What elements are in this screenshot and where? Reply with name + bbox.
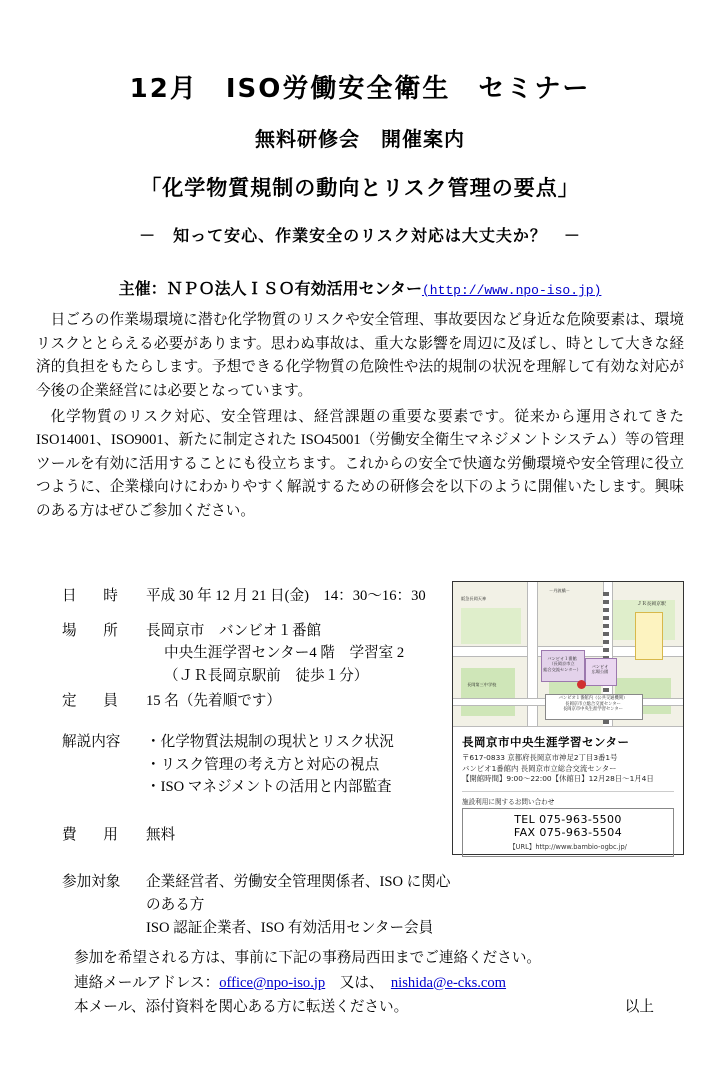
map-info [453, 727, 683, 857]
detail-row-contents [62, 731, 452, 799]
map-block-sw [461, 668, 515, 716]
value-contents [146, 731, 452, 799]
address-line-3: 【開館時間】9:00～22:00【休館日】12月28日～1月4日 [462, 774, 654, 784]
map-label-bambio1: バンビオ１番館 （長岡京市立 総合交流センター） [543, 656, 581, 672]
place-line-2: 中央生涯学習センター4 階 学習室 2 [164, 645, 405, 662]
subtitle-tagline: － 知って安心、作業安全のリスク対応は大丈夫か？ － [139, 226, 581, 245]
document-page [0, 68, 720, 1086]
map-caption-text: バンビオ１番館内（公共交通機関） 長岡京市立総合交流センター 長岡京市中央生涯学習センター [558, 696, 628, 713]
map-station-block [635, 612, 663, 660]
contact-box [462, 808, 674, 857]
venue-map-card [452, 581, 684, 855]
map-image [453, 582, 683, 727]
footer-contact [74, 946, 654, 1020]
address-line-2: バンビオ1番館内 長岡京市立総合交流センター [462, 763, 617, 773]
place-line-1: 長岡京市 バンビオ１番館 [146, 622, 322, 639]
organizer-line [0, 276, 720, 299]
audience-line-2: ISO 認証企業者、ISO 有効活用センター会員 [146, 919, 434, 936]
value-capacity: 15 名（先着順です） [146, 693, 281, 710]
footer-line-3-text: 本メール、添付資料を関心ある方に転送ください。 [74, 999, 409, 1016]
footer-closing: 以上 [624, 999, 654, 1016]
organizer-url-link[interactable]: http://www.npo-iso.jp [429, 283, 594, 298]
detail-row-place [62, 620, 452, 688]
label-place: 場 所 [62, 622, 124, 639]
organizer-url-close: ) [593, 283, 602, 298]
spacer [62, 611, 452, 620]
value-place [146, 620, 452, 688]
label-contents: 解説内容 [62, 734, 121, 751]
venue-tel: TEL 075-963-5500 [514, 813, 622, 827]
audience-line-1: 企業経営者、労働安全管理関係者、ISO に関心のある方 [146, 874, 451, 914]
footer-email-separator: 又は、 [325, 974, 391, 991]
content-item-1: ・化学物質法規制の現状とリスク状況 [146, 734, 394, 751]
footer-email-label: 連絡メールアドレス： [74, 974, 220, 991]
detail-row-capacity [62, 690, 452, 713]
spacer [62, 849, 452, 871]
place-line-3: （ＪＲ長岡京駅前 徒歩１分） [164, 667, 369, 684]
subtitle-seminar-type: 無料研修会 開催案内 [255, 127, 465, 151]
page-title: 12月 ISO労働安全衛生 セミナー [129, 74, 591, 104]
detail-row-audience [62, 871, 452, 939]
content-item-2: ・リスク管理の考え方と対応の視点 [146, 756, 380, 773]
footer-line-3 [74, 995, 654, 1020]
body-text [36, 309, 684, 524]
label-fee: 費 用 [62, 826, 124, 843]
spacer [62, 716, 452, 731]
value-audience [146, 871, 452, 939]
venue-url[interactable]: 【URL】http://www.bambio-ogbc.jp/ [509, 843, 627, 852]
content-item-3: ・ISO マネジメントの活用と内部監査 [146, 779, 392, 796]
email-link-1[interactable]: office@npo-iso.jp [219, 974, 326, 991]
paragraph-1: 日ごろの作業場環境に潜む化学物質のリスクや安全管理、事故要因など身近な危険要素は、環境リスクととらえる必要があります。思わぬ事故は、重大な影響を周辺に及ぼし、時として大きな経済的負担をもたらします。予想できる化学物質の危険性や法的規制の状況を理解して有効な対応が今後の企業経営には必要となっています。 [36, 312, 684, 399]
label-audience: 参加対象 [62, 874, 121, 891]
venue-name: 長岡京市中央生涯学習センター [462, 735, 630, 749]
footer-line-1: 参加を希望される方は、事前に下記の事務局西田までご連絡ください。 [74, 950, 542, 966]
organizer-text: 主催：ＮＰＯ法人ＩＳＯ有効活用センター [118, 279, 422, 298]
map-label-sw: 長岡第三中学校 [467, 682, 497, 687]
subtitle-theme: 「化学物質規制の動向とリスク管理の要点」 [140, 176, 580, 200]
venue-address [462, 753, 674, 785]
address-line-1: 〒617-0833 京都府長岡京市神足2丁目3番1号 [462, 753, 618, 762]
map-label-bambio-plaza: バンビオ 広場公園 [591, 664, 609, 675]
value-datetime: 平成 30 年 12 月 21 日(金) 14：30～16：30 [146, 588, 426, 604]
spacer [62, 802, 452, 824]
divider [462, 791, 674, 792]
event-details [62, 585, 452, 942]
map-label-station: ＪＲ長岡京駅 [637, 602, 666, 607]
footer-line-2 [74, 971, 654, 996]
detail-row-datetime [62, 585, 452, 608]
label-capacity: 定 員 [62, 693, 124, 710]
organizer-url-open: ( [421, 283, 430, 298]
map-label-road-side: 阪急長岡天神 [461, 596, 487, 601]
map-block-nw [461, 608, 521, 644]
map-marker-icon [577, 680, 586, 689]
label-datetime: 日 時 [62, 588, 124, 604]
value-fee: 無料 [146, 826, 176, 843]
venue-fax: FAX 075-963-5504 [513, 826, 623, 840]
contact-label: 施設利用に関するお問い合わせ [462, 798, 555, 807]
email-link-2[interactable]: nishida@e-cks.com [390, 974, 507, 991]
detail-row-fee [62, 824, 452, 847]
paragraph-2: 化学物質のリスク対応、安全管理は、経営課題の重要な要素です。従来から運用されてきた ISO14001、ISO9001、新たに制定された ISO45001（労働安全衛生マネジメントシステム）等の管理ツールを有効に活用することにも役立ちます。これからの安全で快適な労働環境や安全管理に役立つように、企業様向けにわかりやすく解説するための研修会を以下のように開催いたします。興味のある方はぜひご参加ください。 [36, 408, 684, 520]
map-label-road-top: －丹波橋－ [549, 588, 570, 593]
